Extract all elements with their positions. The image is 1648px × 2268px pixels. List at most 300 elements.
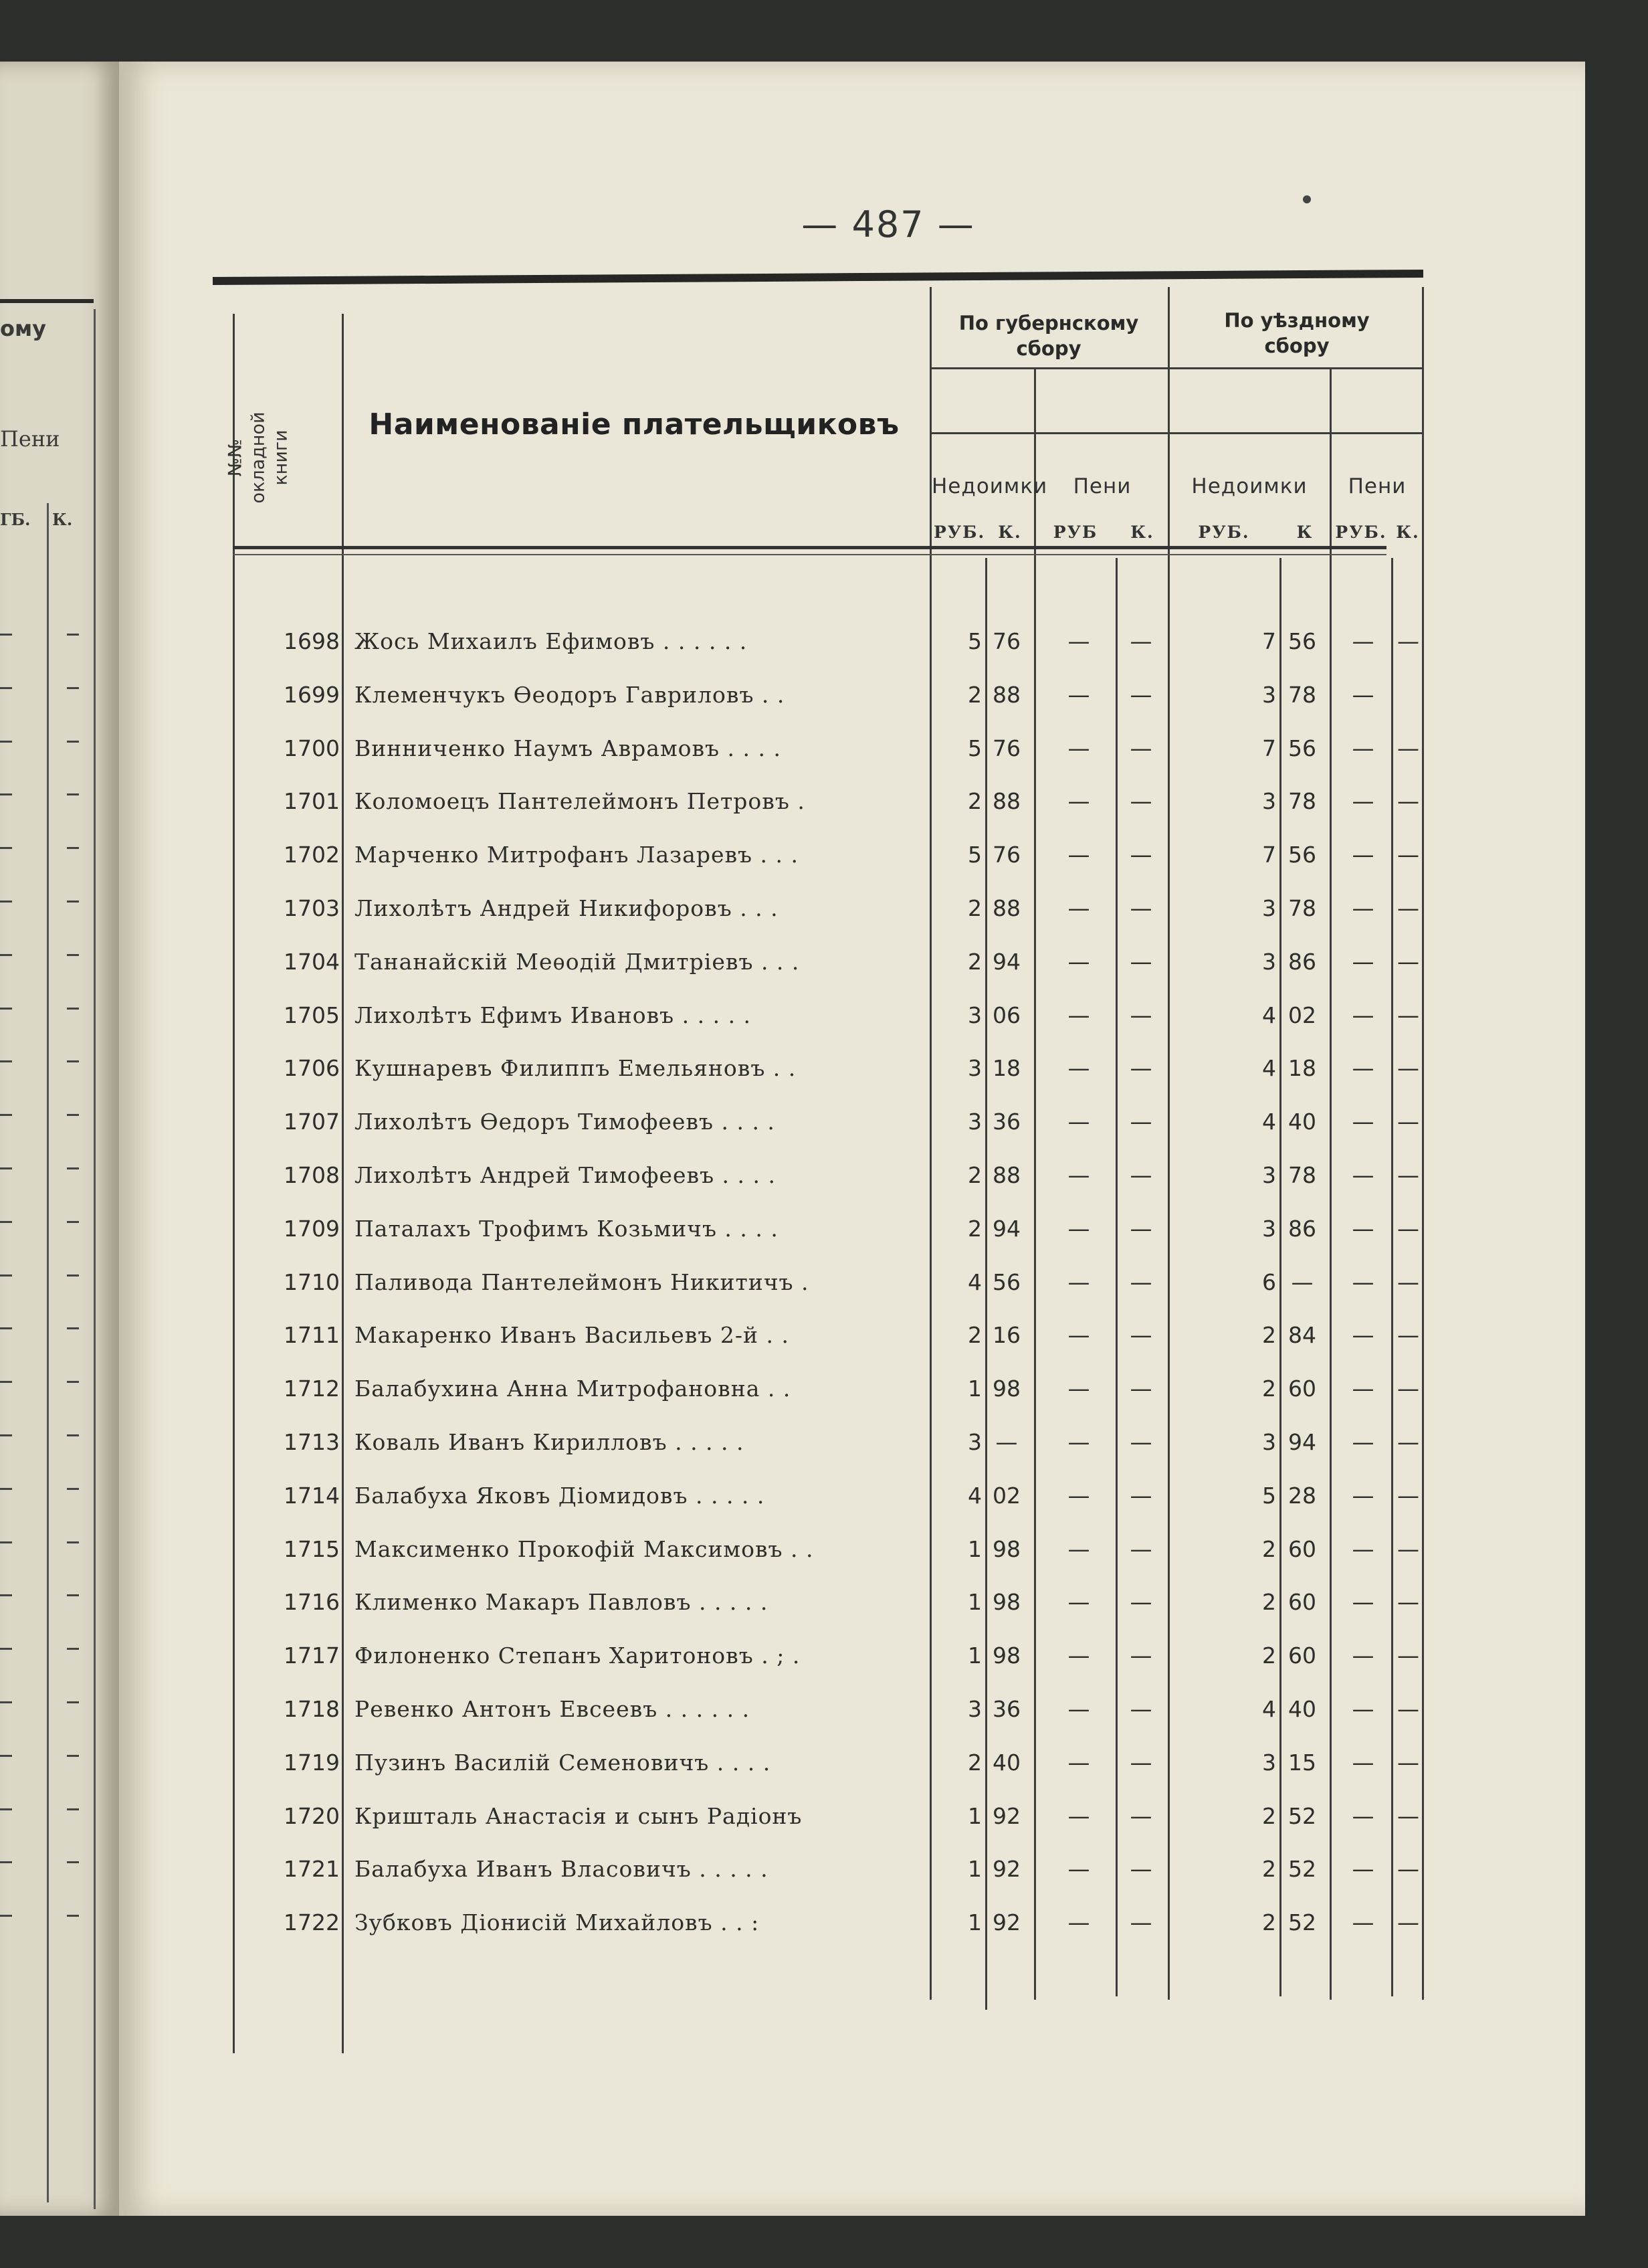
row-number: 1699 (284, 682, 340, 708)
unit-rub: РУБ. (1335, 523, 1387, 542)
provincial-penalties-kop: — (1130, 1376, 1152, 1402)
district-arrears-rub: 3 (1262, 895, 1276, 921)
district-penalties-rub: — (1352, 1696, 1374, 1722)
unit-rub: РУБ (1053, 523, 1098, 542)
provincial-arrears-kop: 16 (993, 1322, 1021, 1348)
provincial-arrears-kop: 76 (993, 842, 1021, 868)
provincial-penalties-kop: — (1130, 1002, 1152, 1028)
provincial-penalties-rub: — (1067, 1269, 1090, 1295)
row-number: 1703 (284, 895, 340, 921)
district-arrears-rub: 2 (1262, 1856, 1276, 1882)
payer-name: Балабуха Иванъ Власовичъ . . . . . (354, 1856, 768, 1882)
district-arrears-rub: 3 (1262, 1216, 1276, 1242)
district-penalties-rub: — (1352, 1536, 1374, 1562)
district-arrears-rub: 3 (1262, 788, 1276, 814)
provincial-arrears-rub: 3 (968, 1696, 982, 1722)
district-arrears-rub: 7 (1262, 628, 1276, 654)
provincial-penalties-rub: — (1067, 1483, 1090, 1509)
left-page-border-line (94, 309, 96, 2209)
left-page-dash (67, 687, 79, 689)
provincial-penalties-rub: — (1067, 1856, 1090, 1882)
provincial-arrears-kop: 98 (993, 1536, 1021, 1562)
district-arrears-kop: 40 (1288, 1696, 1316, 1722)
district-penalties-kop: — (1397, 842, 1419, 868)
unit-rub: РУБ. (934, 523, 986, 542)
provincial-penalties-rub: — (1067, 1803, 1090, 1829)
payer-name: Клименко Макаръ Павловъ . . . . . (354, 1589, 768, 1615)
payer-name: Балабухина Анна Митрофановна . . (354, 1376, 791, 1402)
payer-name: Винниченко Наумъ Аврамовъ . . . . (354, 735, 781, 761)
header-district-penalties: Пени (1348, 474, 1407, 498)
provincial-penalties-kop: — (1130, 1536, 1152, 1562)
district-arrears-kop: 60 (1288, 1536, 1316, 1562)
row-number: 1705 (284, 1002, 340, 1028)
header-district-arrears: Недоимки (1191, 474, 1308, 498)
row-number: 1708 (284, 1162, 340, 1188)
payer-name: Кушнаревъ Филиппъ Емельяновъ . . (354, 1055, 797, 1081)
provincial-arrears-rub: 5 (968, 628, 982, 654)
row-number: 1720 (284, 1803, 340, 1829)
left-page-dash (67, 1114, 79, 1116)
provincial-arrears-kop: 92 (993, 1909, 1021, 1935)
district-arrears-kop: 52 (1288, 1803, 1316, 1829)
district-penalties-rub: — (1352, 1642, 1374, 1669)
left-page-dash (67, 1167, 79, 1169)
unit-rub: РУБ. (1198, 523, 1250, 542)
provincial-arrears-kop: 88 (993, 895, 1021, 921)
district-penalties-rub: — (1352, 1322, 1374, 1348)
district-arrears-kop: 18 (1288, 1055, 1316, 1081)
table-row (213, 888, 1423, 929)
district-penalties-kop: — (1397, 1483, 1419, 1509)
left-page-dash (0, 1541, 12, 1543)
left-page-dash (0, 793, 12, 795)
district-arrears-kop: 60 (1288, 1589, 1316, 1615)
provincial-arrears-kop: 76 (993, 628, 1021, 654)
district-arrears-rub: 2 (1262, 1803, 1276, 1829)
payer-name: Лихолѣтъ Андрей Тимофеевъ . . . . (354, 1162, 776, 1188)
provincial-arrears-kop: 98 (993, 1589, 1021, 1615)
district-arrears-rub: 2 (1262, 1322, 1276, 1348)
district-arrears-rub: 3 (1262, 949, 1276, 975)
district-penalties-kop: — (1397, 1109, 1419, 1135)
row-number: 1712 (284, 1376, 340, 1402)
left-page-dash (67, 1221, 79, 1223)
district-penalties-kop: — (1397, 628, 1419, 654)
row-number: 1719 (284, 1750, 340, 1776)
left-page-dash (0, 954, 12, 956)
table-row (213, 1048, 1423, 1089)
provincial-arrears-rub: 3 (968, 1055, 982, 1081)
provincial-arrears-kop: 36 (993, 1109, 1021, 1135)
district-arrears-kop: 84 (1288, 1322, 1316, 1348)
provincial-penalties-kop: — (1130, 682, 1152, 708)
table-row (213, 1743, 1423, 1783)
provincial-arrears-rub: 1 (968, 1589, 982, 1615)
payer-name: Коломоецъ Пантелеймонъ Петровъ . (354, 788, 805, 814)
district-arrears-rub: 2 (1262, 1589, 1276, 1615)
provincial-arrears-rub: 2 (968, 1216, 982, 1242)
table-row (213, 1422, 1423, 1462)
row-number: 1702 (284, 842, 340, 868)
provincial-arrears-kop: 02 (993, 1483, 1021, 1509)
provincial-penalties-kop: — (1130, 1269, 1152, 1295)
row-number: 1716 (284, 1589, 340, 1615)
district-penalties-kop: — (1397, 1322, 1419, 1348)
left-page-dash (0, 1381, 12, 1383)
provincial-penalties-kop: — (1130, 1429, 1152, 1455)
provincial-arrears-kop: 88 (993, 682, 1021, 708)
payer-name: Паливода Пантелеймонъ Никитичъ . (354, 1269, 809, 1295)
provincial-penalties-rub: — (1067, 628, 1090, 654)
provincial-arrears-kop: 56 (993, 1269, 1021, 1295)
provincial-penalties-kop: — (1130, 1909, 1152, 1935)
district-arrears-kop: 78 (1288, 1162, 1316, 1188)
provincial-arrears-kop: 98 (993, 1642, 1021, 1669)
row-number: 1717 (284, 1642, 340, 1669)
payer-name: Зубковъ Діонисій Михайловъ . . : (354, 1909, 760, 1935)
provincial-arrears-rub: 1 (968, 1909, 982, 1935)
left-page-dash (67, 1060, 79, 1062)
provincial-arrears-kop: 88 (993, 1162, 1021, 1188)
district-arrears-rub: 4 (1262, 1696, 1276, 1722)
district-arrears-rub: 4 (1262, 1055, 1276, 1081)
provincial-penalties-kop: — (1130, 895, 1152, 921)
table-row (213, 1315, 1423, 1355)
district-penalties-kop: — (1397, 1216, 1419, 1242)
provincial-penalties-kop: — (1130, 1803, 1152, 1829)
page-number: — 487 — (801, 203, 975, 246)
header-bottom-rule-thin (233, 554, 1386, 555)
table-row (213, 622, 1423, 662)
left-page-dash (67, 1755, 79, 1757)
provincial-penalties-kop: — (1130, 842, 1152, 868)
left-page-dash (0, 741, 12, 743)
district-penalties-kop: — (1397, 1589, 1419, 1615)
district-penalties-rub: — (1352, 735, 1374, 761)
provincial-penalties-kop: — (1130, 949, 1152, 975)
left-page-dash (0, 1221, 12, 1223)
district-arrears-kop: 52 (1288, 1856, 1316, 1882)
provincial-penalties-rub: — (1067, 1002, 1090, 1028)
left-page-dash (67, 741, 79, 743)
provincial-arrears-kop: 76 (993, 735, 1021, 761)
district-arrears-rub: 2 (1262, 1642, 1276, 1669)
provincial-penalties-kop: — (1130, 1856, 1152, 1882)
district-penalties-rub: — (1352, 682, 1374, 708)
provincial-arrears-kop: 92 (993, 1803, 1021, 1829)
provincial-penalties-kop: — (1130, 1216, 1152, 1242)
left-page-dash (67, 901, 79, 903)
district-arrears-rub: 2 (1262, 1909, 1276, 1935)
provincial-arrears-rub: 1 (968, 1856, 982, 1882)
provincial-arrears-rub: 1 (968, 1536, 982, 1562)
district-arrears-kop: 56 (1288, 735, 1316, 761)
row-number: 1715 (284, 1536, 340, 1562)
table-row (213, 835, 1423, 875)
district-penalties-kop: — (1397, 1909, 1419, 1935)
payer-name: Балабуха Яковъ Діомидовъ . . . . . (354, 1483, 765, 1509)
left-page-dash (67, 1808, 79, 1810)
provincial-penalties-rub: — (1067, 682, 1090, 708)
table-row (213, 1209, 1423, 1249)
subheader-rule (930, 432, 1423, 434)
district-penalties-kop: — (1397, 1002, 1419, 1028)
district-arrears-kop: 40 (1288, 1109, 1316, 1135)
left-page-dash (67, 1861, 79, 1863)
provincial-arrears-rub: 5 (968, 842, 982, 868)
provincial-penalties-rub: — (1067, 788, 1090, 814)
district-arrears-rub: 4 (1262, 1002, 1276, 1028)
district-penalties-rub: — (1352, 949, 1374, 975)
provincial-penalties-kop: — (1130, 1055, 1152, 1081)
table-row (213, 1369, 1423, 1409)
district-penalties-kop: — (1397, 1055, 1419, 1081)
district-penalties-rub: — (1352, 1055, 1374, 1081)
district-penalties-kop: — (1397, 1269, 1419, 1295)
left-page-dash (0, 1594, 12, 1596)
left-page-dash (0, 1861, 12, 1863)
provincial-arrears-kop: 92 (993, 1856, 1021, 1882)
left-page-dash (0, 1008, 12, 1010)
row-number: 1701 (284, 788, 340, 814)
header-group-district: По уѣздному сбору (1224, 309, 1370, 357)
provincial-arrears-rub: 2 (968, 682, 982, 708)
left-page-dash (67, 1541, 79, 1543)
provincial-penalties-kop: — (1130, 1750, 1152, 1776)
district-arrears-kop: 56 (1288, 628, 1316, 654)
provincial-arrears-kop: 36 (993, 1696, 1021, 1722)
provincial-penalties-kop: — (1130, 735, 1152, 761)
provincial-penalties-kop: — (1130, 1109, 1152, 1135)
provincial-penalties-kop: — (1130, 1696, 1152, 1722)
header-group-provincial: По губернскому сбору (958, 312, 1139, 360)
provincial-arrears-kop: 94 (993, 1216, 1021, 1242)
ink-spot (1303, 195, 1311, 203)
table-row (213, 675, 1423, 715)
payer-name: Ревенко Антонъ Евсеевъ . . . . . . (354, 1696, 750, 1722)
left-page-dash (67, 1434, 79, 1436)
district-arrears-kop: 86 (1288, 1216, 1316, 1242)
district-penalties-kop: — (1397, 1536, 1419, 1562)
group-header-rule (930, 367, 1423, 369)
provincial-penalties-rub: — (1067, 1216, 1090, 1242)
left-page-dash (67, 793, 79, 795)
table-row (213, 1102, 1423, 1142)
left-page-dash (0, 1488, 12, 1490)
header-name-column: Наименованіе плательщиковъ (369, 407, 900, 442)
district-penalties-kop: — (1397, 1750, 1419, 1776)
left-page-dash (67, 1701, 79, 1703)
provincial-penalties-kop: — (1130, 1162, 1152, 1188)
district-penalties-rub: — (1352, 788, 1374, 814)
provincial-penalties-rub: — (1067, 1055, 1090, 1081)
provincial-penalties-rub: — (1067, 1696, 1090, 1722)
district-arrears-kop: 02 (1288, 1002, 1316, 1028)
left-page-unit-kop: К. (52, 510, 73, 529)
row-number: 1710 (284, 1269, 340, 1295)
unit-kop: К (1296, 523, 1314, 542)
provincial-penalties-rub: — (1067, 1589, 1090, 1615)
row-number: 1713 (284, 1429, 340, 1455)
provincial-penalties-kop: — (1130, 1483, 1152, 1509)
district-penalties-rub: — (1352, 1856, 1374, 1882)
left-page-dash (67, 1381, 79, 1383)
district-arrears-kop: 28 (1288, 1483, 1316, 1509)
left-page-dash (0, 847, 12, 849)
district-penalties-rub: — (1352, 1162, 1374, 1188)
provincial-penalties-kop: — (1130, 1642, 1152, 1669)
district-arrears-kop: 78 (1288, 788, 1316, 814)
payer-name: Лихолѣтъ Өедоръ Тимофеевъ . . . . (354, 1109, 775, 1135)
payer-name: Максименко Прокофій Максимовъ . . (354, 1536, 814, 1562)
row-number: 1709 (284, 1216, 340, 1242)
left-page-dash (67, 1008, 79, 1010)
table-row (213, 1689, 1423, 1729)
row-number: 1722 (284, 1909, 340, 1935)
provincial-arrears-rub: 2 (968, 788, 982, 814)
district-penalties-rub: — (1352, 842, 1374, 868)
provincial-arrears-rub: 1 (968, 1376, 982, 1402)
district-arrears-kop: 56 (1288, 842, 1316, 868)
district-arrears-rub: 3 (1262, 1750, 1276, 1776)
payer-name: Коваль Иванъ Кирилловъ . . . . . (354, 1429, 744, 1455)
row-number: 1704 (284, 949, 340, 975)
provincial-arrears-rub: 2 (968, 1322, 982, 1348)
district-penalties-rub: — (1352, 1589, 1374, 1615)
district-arrears-rub: 3 (1262, 1429, 1276, 1455)
table-row (213, 942, 1423, 982)
district-arrears-kop: 86 (1288, 949, 1316, 975)
payer-name: Жось Михаилъ Ефимовъ . . . . . . (354, 628, 748, 654)
row-number: 1698 (284, 628, 340, 654)
left-page-dash (67, 954, 79, 956)
provincial-arrears-rub: 3 (968, 1109, 982, 1135)
provincial-arrears-kop: 18 (993, 1055, 1021, 1081)
provincial-arrears-kop: 88 (993, 788, 1021, 814)
unit-kop: К. (1130, 523, 1154, 542)
district-arrears-kop: 78 (1288, 682, 1316, 708)
district-arrears-rub: 3 (1262, 1162, 1276, 1188)
district-arrears-rub: 7 (1262, 842, 1276, 868)
provincial-arrears-kop: 94 (993, 949, 1021, 975)
left-page-dash (0, 1114, 12, 1116)
district-penalties-kop: — (1397, 1696, 1419, 1722)
row-number: 1711 (284, 1322, 340, 1348)
table-row (213, 1582, 1423, 1622)
left-page-dash (0, 634, 12, 636)
table-row (213, 1636, 1423, 1676)
payer-name: Филоненко Степанъ Харитоновъ . ; . (354, 1642, 801, 1669)
payer-name: Лихолѣтъ Ефимъ Ивановъ . . . . . (354, 1002, 752, 1028)
payer-name: Пузинъ Василій Семеновичъ . . . . (354, 1750, 771, 1776)
district-arrears-rub: 2 (1262, 1536, 1276, 1562)
payer-name: Кришталь Анастасія и сынъ Радіонъ (354, 1803, 803, 1829)
provincial-penalties-rub: — (1067, 1750, 1090, 1776)
left-page-column-line (47, 503, 49, 2202)
payer-name: Клеменчукъ Өеодоръ Гавриловъ . . (354, 682, 785, 708)
left-page-fragment (0, 62, 119, 2216)
left-page-dash (67, 634, 79, 636)
district-penalties-kop: — (1397, 1803, 1419, 1829)
left-page-dash (0, 1167, 12, 1169)
payer-name: Паталахъ Трофимъ Козьмичъ . . . . (354, 1216, 779, 1242)
district-penalties-rub: — (1352, 1483, 1374, 1509)
provincial-arrears-rub: 2 (968, 949, 982, 975)
table-row (213, 1155, 1423, 1196)
provincial-penalties-kop: — (1130, 628, 1152, 654)
provincial-arrears-rub: 1 (968, 1803, 982, 1829)
header-number-column (225, 357, 292, 558)
payer-name: Тананайскій Меѳодій Дмитріевъ . . . (354, 949, 800, 975)
table-row (213, 1796, 1423, 1836)
left-page-dash (0, 1915, 12, 1917)
provincial-penalties-rub: — (1067, 1322, 1090, 1348)
district-penalties-kop: — (1397, 735, 1419, 761)
table-row (213, 1903, 1423, 1943)
district-arrears-kop: 52 (1288, 1909, 1316, 1935)
header-provincial-arrears: Недоимки (932, 474, 1048, 498)
provincial-penalties-rub: — (1067, 1162, 1090, 1188)
provincial-arrears-kop: — (995, 1429, 1018, 1455)
district-arrears-kop: 60 (1288, 1642, 1316, 1669)
district-arrears-kop: 78 (1288, 895, 1316, 921)
left-page-header-fragment: ому (0, 316, 46, 341)
district-penalties-rub: — (1352, 1750, 1374, 1776)
provincial-penalties-rub: — (1067, 735, 1090, 761)
district-arrears-rub: 2 (1262, 1376, 1276, 1402)
header-bottom-rule (233, 546, 1386, 549)
provincial-arrears-rub: 1 (968, 1642, 982, 1669)
row-number: 1714 (284, 1483, 340, 1509)
table-row (213, 729, 1423, 769)
provincial-penalties-kop: — (1130, 1322, 1152, 1348)
provincial-arrears-rub: 4 (968, 1269, 982, 1295)
district-penalties-rub: — (1352, 895, 1374, 921)
left-page-rule (0, 299, 94, 303)
provincial-penalties-kop: — (1130, 788, 1152, 814)
left-page-dash (0, 687, 12, 689)
provincial-penalties-rub: — (1067, 1109, 1090, 1135)
district-penalties-rub: — (1352, 1429, 1374, 1455)
row-number: 1721 (284, 1856, 340, 1882)
left-page-dash (67, 1915, 79, 1917)
left-page-dash (0, 1274, 12, 1277)
provincial-penalties-kop: — (1130, 1589, 1152, 1615)
table-row (213, 1529, 1423, 1570)
left-page-dash (67, 847, 79, 849)
provincial-penalties-rub: — (1067, 842, 1090, 868)
district-penalties-rub: — (1352, 1269, 1374, 1295)
table-row (213, 1849, 1423, 1889)
provincial-arrears-rub: 5 (968, 735, 982, 761)
district-arrears-rub: 7 (1262, 735, 1276, 761)
district-penalties-kop: — (1397, 949, 1419, 975)
row-number: 1700 (284, 735, 340, 761)
left-page-dash (0, 901, 12, 903)
table-row (213, 1476, 1423, 1516)
row-number: 1706 (284, 1055, 340, 1081)
provincial-arrears-kop: 06 (993, 1002, 1021, 1028)
provincial-arrears-rub: 2 (968, 1162, 982, 1188)
unit-kop: К. (1396, 523, 1420, 542)
left-page-dash (67, 1594, 79, 1596)
district-arrears-rub: 5 (1262, 1483, 1276, 1509)
left-page-dash (67, 1488, 79, 1490)
district-arrears-kop: — (1291, 1269, 1314, 1295)
left-page-dash (67, 1274, 79, 1277)
header-number-label: №№ окладной книги (225, 411, 292, 504)
